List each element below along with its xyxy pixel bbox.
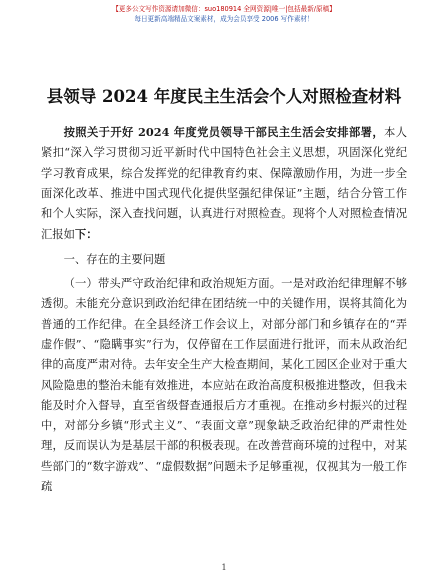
section-heading: 一、存在的主要问题 — [63, 252, 166, 266]
promo-banner-line-1: 【更多公文写作资源请加微信：suo180914 全网资源|唯一|包括最新/原稿】 — [112, 5, 336, 13]
intro-paragraph — [41, 122, 407, 246]
intro-tail: 下： — [74, 227, 98, 242]
document-page — [41, 56, 407, 497]
promo-banner — [0, 4, 448, 24]
body-paragraph: （一）带头严守政治纪律和政治规矩方面。一是对政治纪律理解不够透彻。未能充分意识到政治纪律在团结统一中的关键作用，误将其简化为普通的工作纪律。在全县经济工作会议上，对部分部门和乡镇存在的“弄虚作假”、“隐瞒事实”行为，仅停留在工作层面进行批评，而未从政治纪律的高度严肃对待。去年安全生产大检查期间，某化工园区企业对于重大风险隐患的整治未能有效推进，本应站在政治高度积极推进整改，但我未能及时介入督导，直至省级督查通报后方才重视。在推动乡村振兴的过程中，对部分乡镇“形式主义”、“表面文章”现象缺乏政治纪律的严肃性处理，反而误认为是基层干部的积极表现。在改善营商环境的过程中，对某些部门的“数字游戏”、“虚假数据”问题未予足够重视，仅视其为一般工作疏 — [41, 277, 407, 494]
intro-body: 本人紧扣“深入学习贯彻习近平新时代中国特色社会主义思想，巩固深化党纪学习教育成果，综合发挥党的纪律教育约束、保障激励作用，为进一步全面深化改革、推进中国式现代化提供坚强纪律保证”主题，结合分管工作和个人实际，深入查找问题，认真进行对照检查。现将个人对照检查情况汇报如 — [41, 126, 407, 242]
document-title: 县领导 2024 年度民主生活会个人对照检查材料 — [46, 87, 402, 106]
page-number: 1 — [221, 563, 227, 572]
promo-banner-line-2: 每日更新高端精品文案素材，成为会员享受 2006 写作素材！ — [134, 15, 314, 23]
intro-lead: 按照关于开好 2024 年度党员领导干部民主生活会安排部署， — [63, 125, 385, 139]
